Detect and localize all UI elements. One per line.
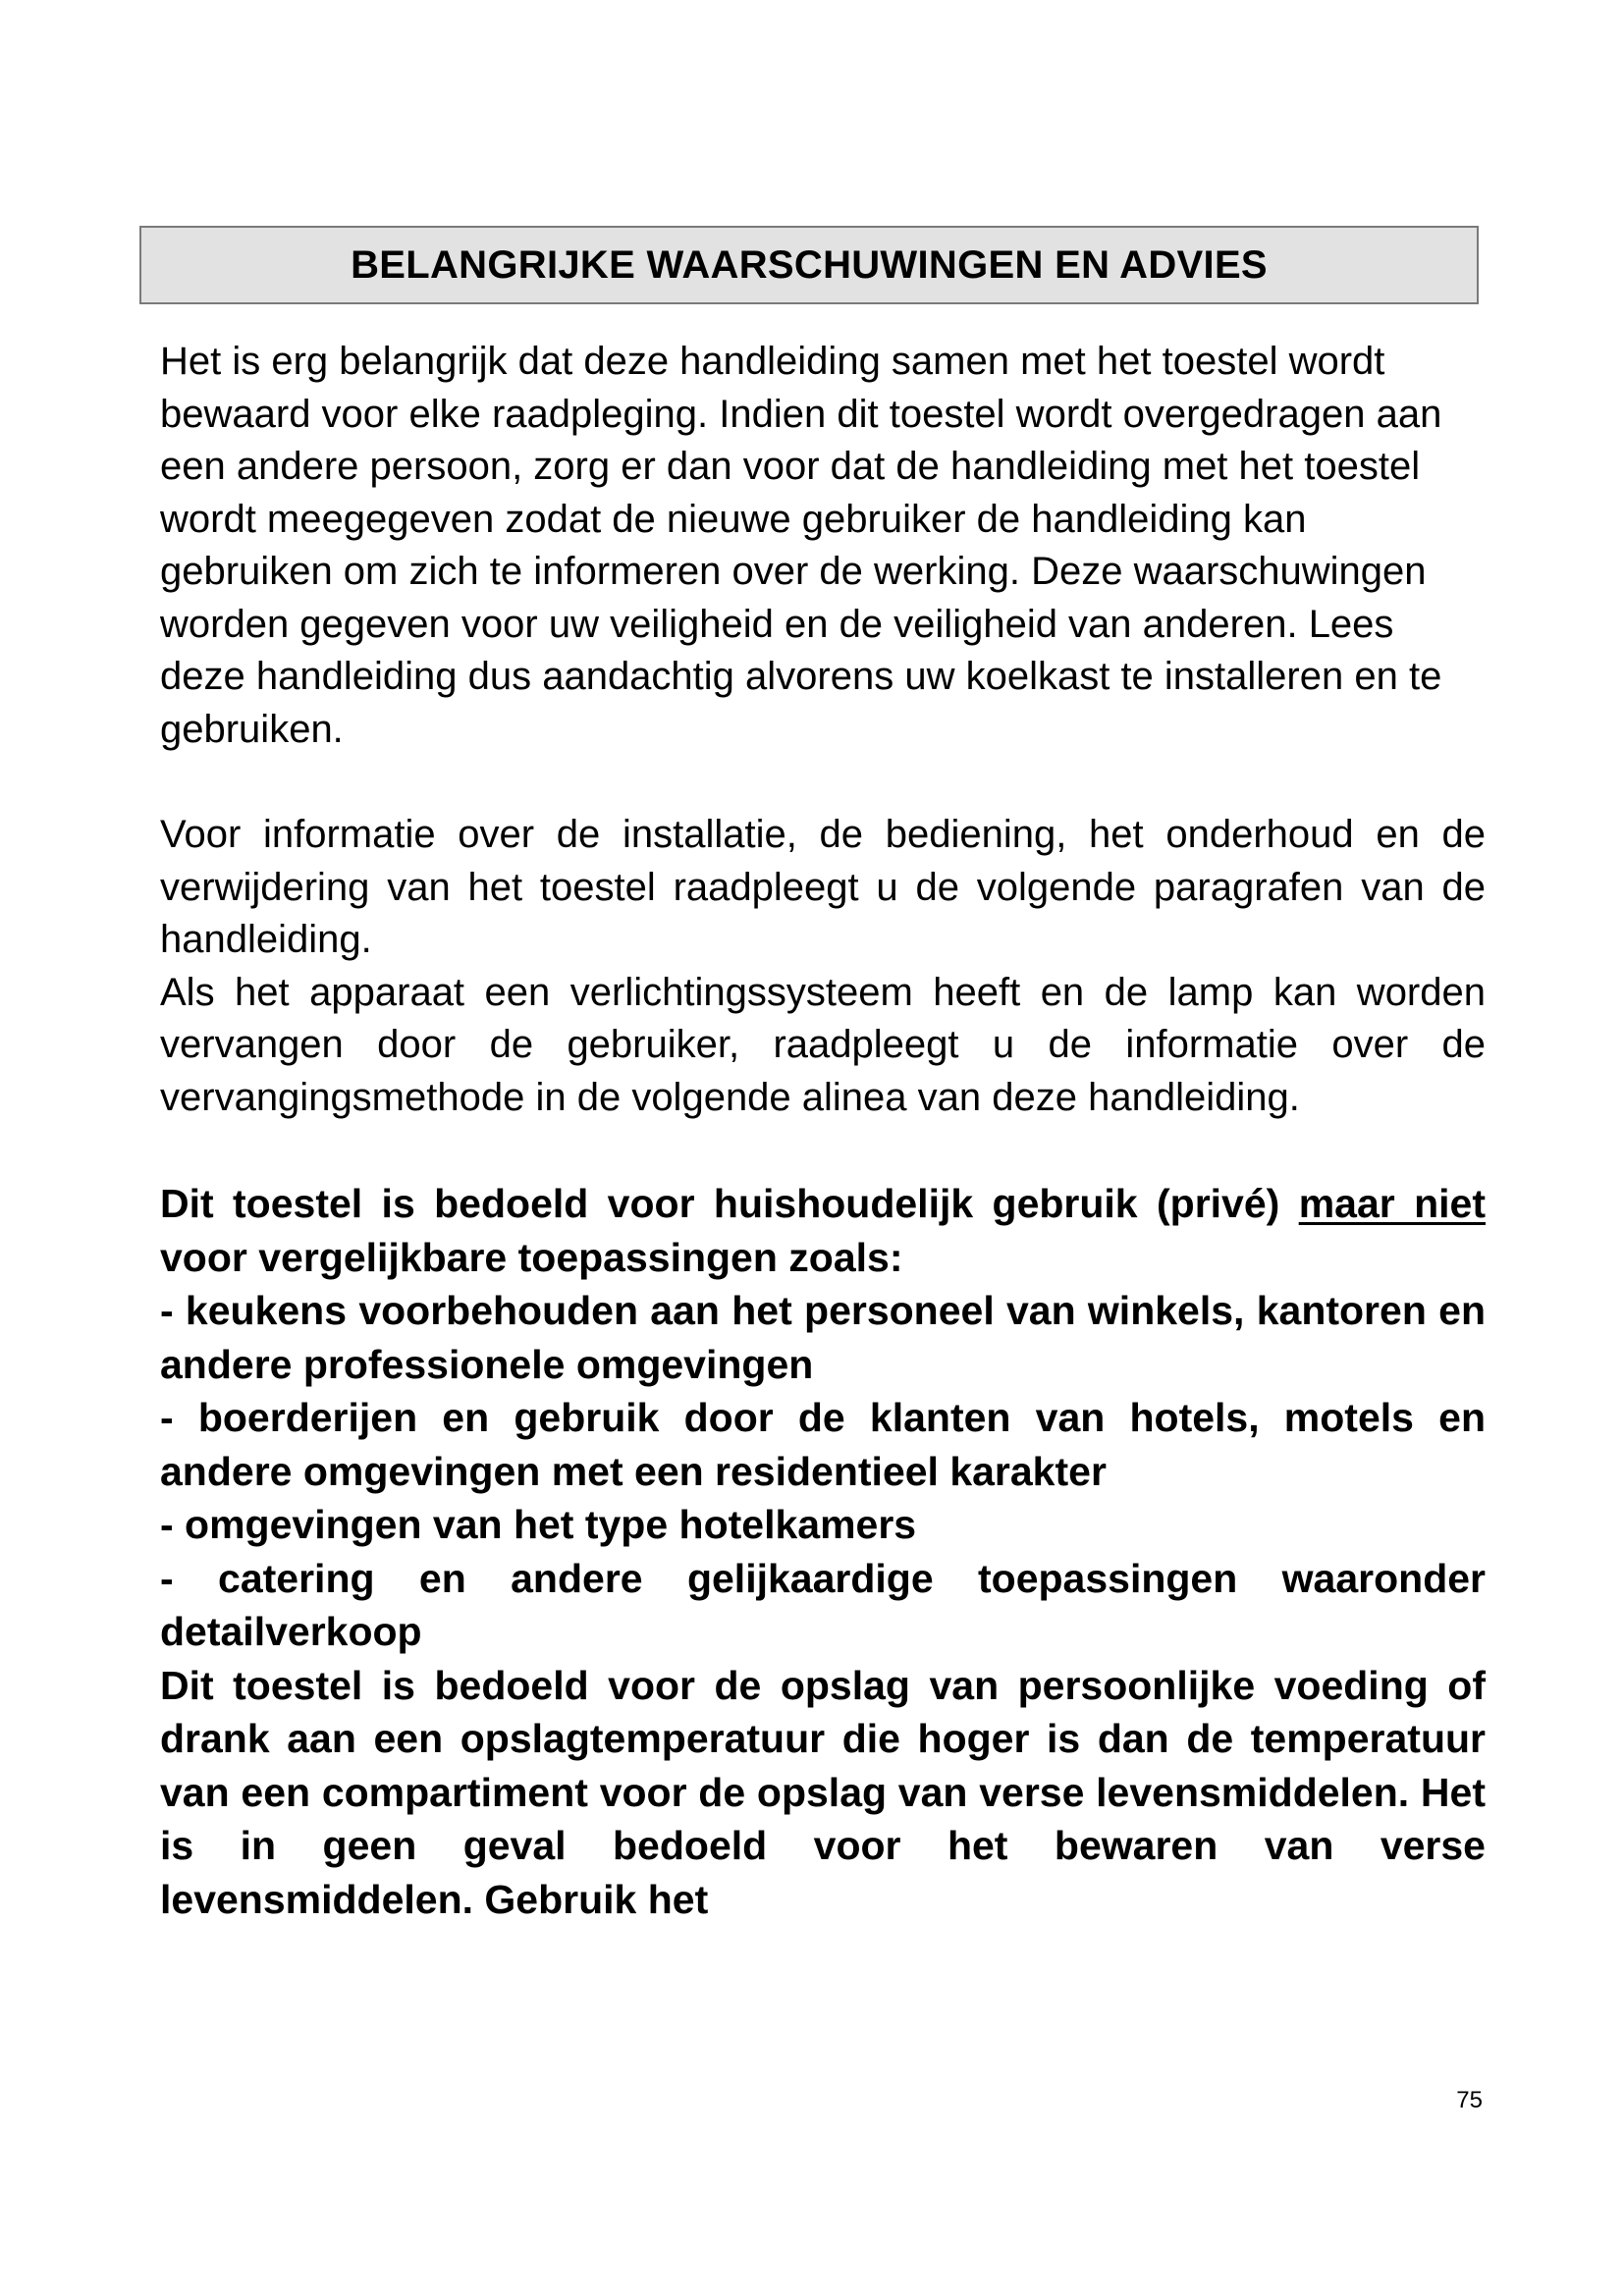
section-heading-box — [139, 226, 1479, 304]
information-paragraph: Voor informatie over de installatie, de bediening, het onderhoud en de verwijdering van het toestel raadpleegt u de volgende paragrafen van de handleiding. — [160, 813, 1486, 961]
usage-list-item: - catering en andere gelijkaardige toepassingen waaronder detailverkoop — [160, 1555, 1486, 1654]
usage-intro-underlined: maar niet — [1298, 1181, 1486, 1226]
section-heading: BELANGRIJKE WAARSCHUWINGEN EN ADVIES — [351, 242, 1268, 287]
usage-intro-lead: Dit toestel is bedoeld voor huishoudelijk gebruik (privé) — [160, 1181, 1280, 1226]
usage-list-item: - keukens voorbehouden aan het personeel van winkels, kantoren en andere professionele omgevingen — [160, 1288, 1486, 1387]
usage-list-item: - omgevingen van het type hotelkamers — [160, 1502, 917, 1547]
usage-intro-tail: voor vergelijkbare toepassingen zoals: — [160, 1234, 903, 1280]
page-content — [160, 336, 1486, 1926]
lighting-paragraph: Als het apparaat een verlichtingssysteem heeft en de lamp kan worden vervangen door de gebruiker, raadpleegt u de informatie over de vervangingsmethode in de volgende alinea van deze handleiding. — [160, 970, 1486, 1119]
usage-intro — [160, 1177, 1486, 1284]
paragraph-spacer — [160, 756, 1486, 809]
paragraph-spacer — [160, 1124, 1486, 1177]
page-number: 75 — [1456, 2087, 1483, 2113]
storage-paragraph: Dit toestel is bedoeld voor de opslag van persoonlijke voeding of drank aan een opslagtemperatuur die hoger is dan de temperatuur van een compartiment voor de opslag van verse levensmiddelen. Het is in geen geval bedoeld voor het bewaren van verse levensmiddelen. Gebruik het — [160, 1662, 1486, 1922]
intro-paragraph: Het is erg belangrijk dat deze handleiding samen met het toestel wordt bewaard voor elke raadpleging. Indien dit toestel wordt overgedragen aan een andere persoon, zorg er dan voor dat de handleiding met het toestel wordt meegegeven zodat de nieuwe gebruiker de handleiding kan gebruiken om zich te informeren over de werking. Deze waarschuwingen worden gegeven voor uw veiligheid en de veiligheid van anderen. Lees deze handleiding dus aandachtig alvorens uw koelkast te installeren en te gebruiken. — [160, 340, 1442, 751]
usage-list-item: - boerderijen en gebruik door de klanten van hotels, motels en andere omgevingen met een residentieel karakter — [160, 1395, 1486, 1494]
